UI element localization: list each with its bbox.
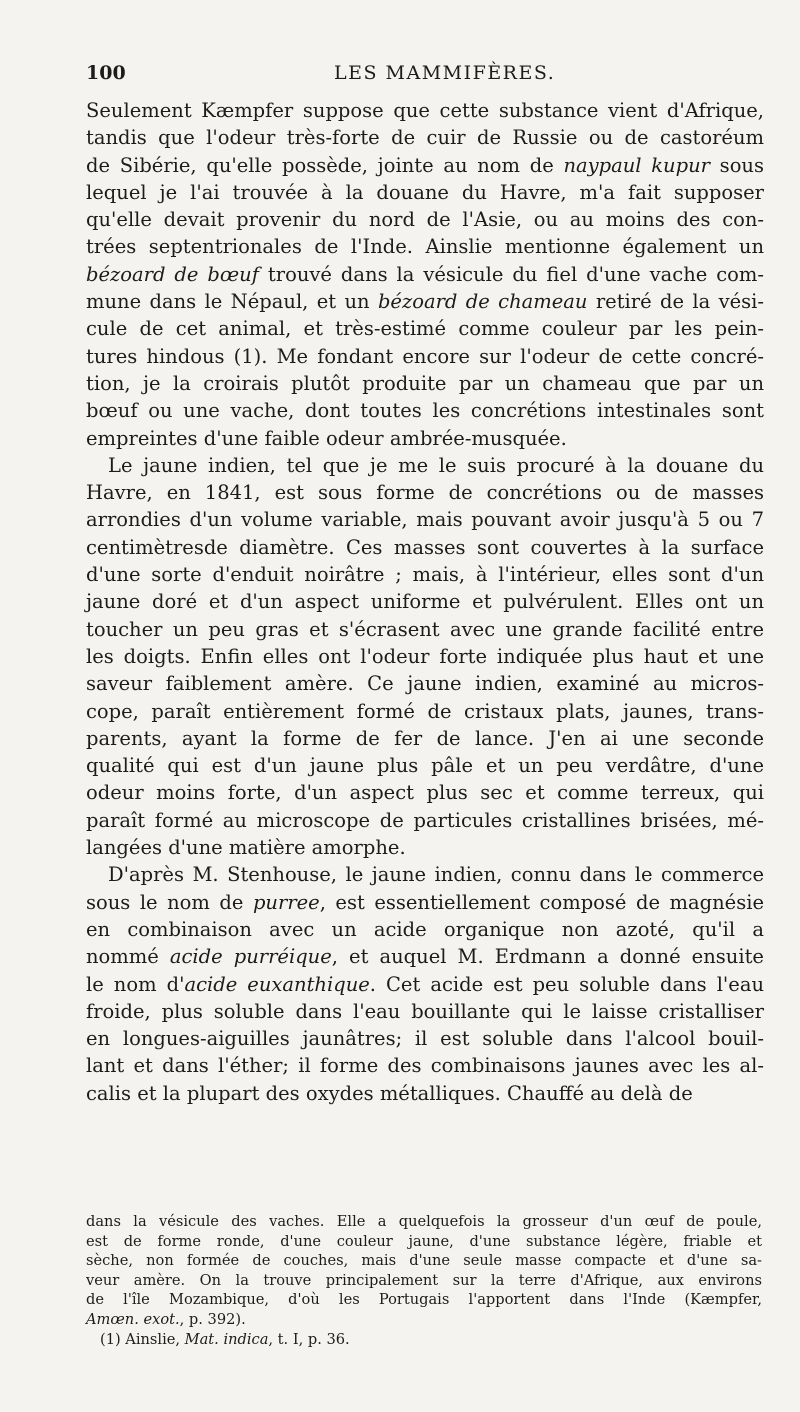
footnote: [86, 1330, 762, 1350]
text-line: parents, ayant la forme de fer de lance. J'en ai une seconde: [86, 726, 764, 750]
text-line: qu'elle devait provenir du nord de l'Asie, ou au moins des con-: [86, 208, 764, 232]
text-line: en combinaison avec un acide organique non azoté, qu'il a: [86, 917, 764, 941]
text-line: est de forme ronde, d'une couleur jaune, d'une substance légère, friable et: [86, 1232, 762, 1250]
text-line: mune dans le Népaul, et un bézoard de chameau retiré de la vési-: [86, 290, 764, 314]
text-line: odeur moins forte, d'un aspect plus sec et comme terreux, qui: [86, 781, 764, 805]
text-line: tion, je la croirais plutôt produite par un chameau que par un: [86, 371, 764, 395]
text-line: trées septentrionales de l'Inde. Ainslie mentionne également un: [86, 235, 764, 259]
text-line: sèche, non formée de couches, mais d'une seule masse compacte et d'une sa-: [86, 1252, 762, 1270]
paragraph: [86, 452, 764, 861]
text-line: lant et dans l'éther; il forme des combinaisons jaunes avec les al-: [86, 1054, 764, 1078]
text-line: qualité qui est d'un jaune plus pâle et un peu verdâtre, d'une: [86, 754, 764, 778]
text-line: tandis que l'odeur très-forte de cuir de Russie ou de castoréum: [86, 126, 764, 150]
footnotes: [86, 1212, 762, 1349]
text-line: langées d'une matière amorphe.: [86, 836, 406, 860]
text-line: cule de cet animal, et très-estimé comme couleur par les pein-: [86, 317, 764, 341]
text-line: arrondies d'un volume variable, mais pouvant avoir jusqu'à 5 ou 7: [86, 508, 764, 532]
text-line: (1) Ainslie, Mat. indica, t. I, p. 36.: [100, 1330, 350, 1348]
text-line: d'une sorte d'enduit noirâtre ; mais, à l'intérieur, elles sont d'un: [86, 563, 764, 587]
page-header: [86, 62, 766, 90]
text-line: toucher un peu gras et s'écrasent avec une grande facilité entre: [86, 617, 764, 641]
text-line: calis et la plupart des oxydes métalliques. Chauffé au delà de: [86, 1081, 693, 1105]
text-line: empreintes d'une faible odeur ambrée-musquée.: [86, 426, 567, 450]
text-line: bézoard de bœuf trouvé dans la vésicule du fiel d'une vache com-: [86, 262, 764, 286]
text-line: Seulement Kæmpfer suppose que cette substance vient d'Afrique,: [86, 99, 764, 122]
text-line: les doigts. Enfin elles ont l'odeur forte indiquée plus haut et une: [86, 644, 764, 668]
text-line: jaune doré et d'un aspect uniforme et pulvérulent. Elles ont un: [86, 590, 764, 614]
text-line: en longues-aiguilles jaunâtres; il est soluble dans l'alcool bouil-: [86, 1027, 764, 1051]
text-line: bœuf ou une vache, dont toutes les concrétions intestinales sont: [86, 399, 764, 423]
text-line: paraît formé au microscope de particules cristallines brisées, mé-: [86, 808, 764, 832]
paragraph: [86, 97, 764, 452]
text-line: saveur faiblement amère. Ce jaune indien, examiné au micros-: [86, 672, 764, 696]
text-line: cope, paraît entièrement formé de cristaux plats, jaunes, trans-: [86, 699, 764, 723]
footnote: [86, 1212, 762, 1330]
text-line: froide, plus soluble dans l'eau bouillante qui le laisse cristalliser: [86, 999, 764, 1023]
text-line: Havre, en 1841, est sous forme de concrétions ou de masses: [86, 481, 764, 505]
text-line: lequel je l'ai trouvée à la douane du Havre, m'a fait supposer: [86, 180, 764, 204]
paragraph: [86, 861, 764, 1107]
page-number: 100: [86, 62, 126, 84]
text-line: dans la vésicule des vaches. Elle a quelquefois la grosseur d'un œuf de poule,: [86, 1213, 762, 1230]
text-line: sous le nom de purree, est essentiellement composé de magnésie: [86, 890, 764, 914]
text-line: de l'île Mozambique, d'où les Portugais l'apportent dans l'Inde (Kæmpfer,: [86, 1291, 762, 1309]
text-line: Le jaune indien, tel que je me le suis procuré à la douane du: [108, 453, 764, 477]
text-line: tures hindous (1). Me fondant encore sur l'odeur de cette concré-: [86, 344, 764, 368]
text-line: D'après M. Stenhouse, le jaune indien, connu dans le commerce: [108, 863, 764, 887]
running-head: LES MAMMIFÈRES.: [334, 62, 556, 84]
text-line: le nom d'acide euxanthique. Cet acide est peu soluble dans l'eau: [86, 972, 765, 996]
text-line: centimètresde diamètre. Ces masses sont couvertes à la surface: [86, 535, 764, 559]
text-line: nommé acide purréique, et auquel M. Erdmann a donné ensuite: [86, 945, 764, 969]
text-line: Amœn. exot., p. 392).: [86, 1310, 246, 1328]
text-line: de Sibérie, qu'elle possède, jointe au nom de naypaul kupur sous: [86, 153, 764, 177]
text-line: veur amère. On la trouve principalement sur la terre d'Afrique, aux environs: [86, 1271, 762, 1289]
body-text: [86, 97, 764, 1107]
